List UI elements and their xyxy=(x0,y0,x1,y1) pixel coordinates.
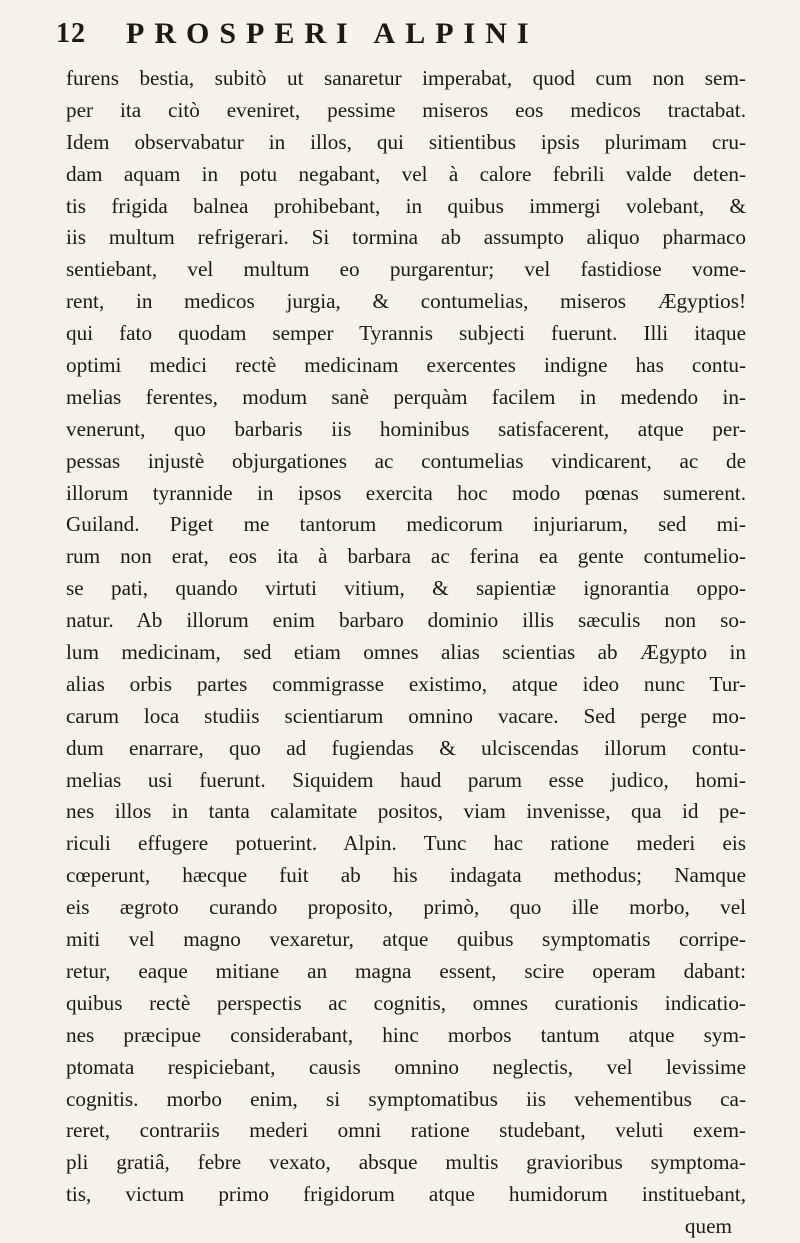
text-line: se pati, quando virtuti vitium, & sapientiæ ignorantia oppo- xyxy=(66,576,746,601)
text-line: dum enarrare, quo ad fugiendas & ulciscendas illorum contu- xyxy=(66,735,746,760)
text-line: sentiebant, vel multum eo purgarentur; vel fastidiose vome- xyxy=(66,257,746,282)
text-line: eis ægroto curando proposito, primò, quo ille morbo, vel xyxy=(66,895,746,920)
text-line: optimi medici rectè medicinam exercentes indigne has contu- xyxy=(66,353,746,378)
text-line: cognitis. morbo enim, si symptomatibus iis vehementibus ca- xyxy=(66,1086,746,1111)
page-number: 12 xyxy=(56,18,86,49)
text-line: carum loca studiis scientiarum omnino vacare. Sed perge mo- xyxy=(66,703,746,728)
text-line: Idem observabatur in illos, qui sitientibus ipsis plurimam cru- xyxy=(66,129,746,154)
text-line: alias orbis partes commigrasse existimo, atque ideo nunc Tur- xyxy=(66,671,746,696)
text-line: natur. Ab illorum enim barbaro dominio illis sæculis non so- xyxy=(66,608,746,633)
text-line: lum medicinam, sed etiam omnes alias scientias ab Ægypto in xyxy=(66,640,746,665)
catchword: quem xyxy=(684,1214,732,1239)
text-line: tis, victum primo frigidorum atque humidorum instituebant, xyxy=(66,1182,746,1207)
text-line: illorum tyrannide in ipsos exercita hoc modo pœnas sumerent. xyxy=(66,480,746,505)
text-line: melias usi fuerunt. Siquidem haud parum esse judico, homi- xyxy=(66,767,746,792)
text-line: rum non erat, eos ita à barbara ac ferina ea gente contumelio- xyxy=(66,544,746,569)
text-line: furens bestia, subitò ut sanaretur imperabat, quod cum non sem- xyxy=(66,66,746,90)
text-line: tis frigida balnea prohibebant, in quibus immergi volebant, & xyxy=(66,193,746,218)
text-line: riculi effugere potuerint. Alpin. Tunc hac ratione mederi eis xyxy=(66,831,746,856)
running-head xyxy=(56,14,696,54)
text-line: rent, in medicos jurgia, & contumelias, miseros Ægyptios! xyxy=(66,289,746,314)
text-line: ptomata respiciebant, causis omnino neglectis, vel levissime xyxy=(66,1054,746,1079)
body-text xyxy=(66,63,746,1243)
text-line: nes præcipue considerabant, hinc morbos tantum atque sym- xyxy=(66,1022,746,1047)
text-line: quibus rectè perspectis ac cognitis, omnes curationis indicatio- xyxy=(66,990,746,1015)
text-line: pli gratiâ, febre vexato, absque multis gravioribus symptoma- xyxy=(66,1150,746,1175)
text-line: reret, contrariis mederi omni ratione studebant, veluti exem- xyxy=(66,1118,746,1143)
text-line: venerunt, quo barbaris iis hominibus satisfacerent, atque per- xyxy=(66,416,746,441)
text-line: miti vel magno vexaretur, atque quibus symptomatis corripe- xyxy=(66,927,746,952)
text-line: per ita citò eveniret, pessime miseros eos medicos tractabat. xyxy=(66,97,746,122)
header-title: PROSPERI ALPINI xyxy=(126,17,539,50)
text-line: cœperunt, hæcque fuit ab his indagata methodus; Namque xyxy=(66,863,746,888)
text-line: dam aquam in potu negabant, vel à calore febrili valde deten- xyxy=(66,161,746,186)
text-line: qui fato quodam semper Tyrannis subjecti fuerunt. Illi itaque xyxy=(66,321,746,346)
text-line: melias ferentes, modum sanè perquàm facilem in medendo in- xyxy=(66,384,746,409)
text-line: Guiland. Piget me tantorum medicorum injuriarum, sed mi- xyxy=(66,512,746,537)
text-line: retur, eaque mitiane an magna essent, scire operam dabant: xyxy=(66,958,746,983)
text-line: nes illos in tanta calamitate positos, viam invenisse, qua id pe- xyxy=(66,799,746,824)
text-line: pessas injustè objurgationes ac contumelias vindicarent, ac de xyxy=(66,448,746,473)
text-line: iis multum refrigerari. Si tormina ab assumpto aliquo pharmaco xyxy=(66,225,746,250)
